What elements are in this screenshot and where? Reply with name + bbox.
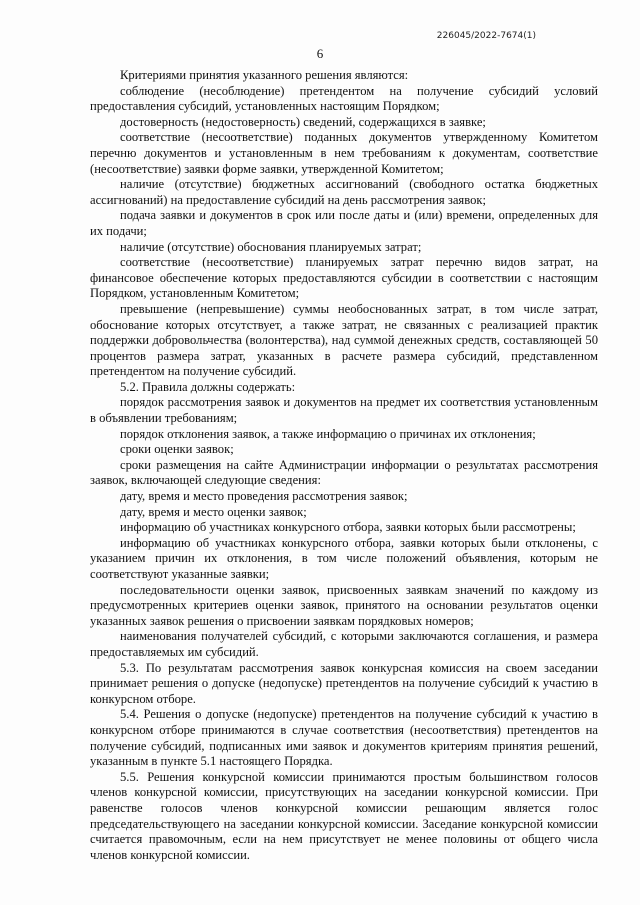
paragraph: информацию об участниках конкурсного отбора, заявки которых были рассмотрены; [120, 520, 576, 535]
paragraph: сроки оценки заявок; [120, 442, 234, 457]
document-id: 226045/2022-7674(1) [436, 31, 536, 41]
paragraph: 5.5. Решения конкурсной комиссии принимаются простым большинством голосов членов конкурсной комиссии, присутствующих на заседании конкурсной комиссии. При равенстве голосов членов конкурсной комиссии решающим является голос председательствующего на заседании конкурсной комиссии. Заседание конкурсной комиссии считается правомочным, если на нем присутствует не менее половины от общего числа членов конкурсной комиссии. [90, 769, 598, 862]
paragraph: дату, время и место оценки заявок; [120, 504, 307, 519]
paragraph: сроки размещения на сайте Администрации информации о результатах рассмотрения заявок, включающей следующие сведения: [90, 457, 598, 488]
paragraph: 5.3. По результатам рассмотрения заявок конкурсная комиссия на своем заседании принимает решения о допуске (недопуске) претендентов на получение субсидий к участию в конкурсном отборе. [90, 660, 598, 706]
paragraph: соблюдение (несоблюдение) претендентом на получение субсидий условий предоставления субсидий, установленных настоящим Порядком; [90, 83, 598, 114]
paragraph: порядок рассмотрения заявок и документов на предмет их соответствия установленным в объявлении требованиям; [90, 395, 598, 426]
paragraph: превышение (непревышение) суммы необоснованных затрат, в том числе затрат, обоснование которых отсутствует, а также затрат, не связанных с реализацией практик поддержки добровольчества (волонтерства), над суммой денежных средств, составляющей 50 процентов размера затрат, указанных в расчете размера субсидий, представленном претендентом на получение субсидий. [90, 301, 598, 379]
paragraph: дату, время и место проведения рассмотрения заявок; [120, 489, 408, 504]
paragraph: Критериями принятия указанного решения являются: [120, 68, 409, 82]
paragraph: достоверность (недостоверность) сведений, содержащихся в заявке; [120, 114, 486, 129]
paragraph: наименования получателей субсидий, с которыми заключаются соглашения, и размера предоставляемых им субсидий. [90, 629, 598, 659]
paragraph: наличие (отсутствие) бюджетных ассигнований (свободного остатка бюджетных ассигнований) на предоставление субсидий на день рассмотрения заявок; [90, 177, 598, 207]
paragraph: наличие (отсутствие) обоснования планируемых затрат; [120, 239, 422, 254]
page-number: 6 [316, 46, 324, 61]
section-heading: 5.2. Правила должны содержать: [120, 379, 296, 394]
paragraph: соответствие (несоответствие) планируемых затрат перечню видов затрат, на финансовое обеспечение которых предоставляются субсидии в соответствии с настоящим Порядком, установленным Комитетом; [90, 255, 598, 301]
document-body [90, 68, 598, 863]
paragraph: информацию об участниках конкурсного отбора, заявки которых были отклонены, с указанием причин их отклонения, в том числе положений объявления, которым не соответствуют указанные заявки; [90, 535, 598, 581]
paragraph: 5.4. Решения о допуске (недопуске) претендентов на получение субсидий к участию в конкурсном отборе принимаются в случае соответствия (несоответствия) претендентов на получение субсидий, подписанных ими заявок и документов критериям принятия решений, указанным в пункте 5.1 настоящего Порядка. [90, 707, 598, 769]
paragraph: последовательности оценки заявок, присвоенных заявкам значений по каждому из предусмотренных критериев оценки заявок, принятого на основании результатов оценки указанных заявок решения о присвоении заявкам порядковых номеров; [90, 582, 598, 628]
paragraph: соответствие (несоответствие) поданных документов утвержденному Комитетом перечню документов и установленным в нем требованиям к документам, соответствие (несоответствие) заявки форме заявки, утвержденной Комитетом; [90, 130, 598, 176]
paragraph: подача заявки и документов в срок или после даты и (или) времени, определенных для их подачи; [90, 208, 598, 238]
paragraph: порядок отклонения заявок, а также информацию о причинах их отклонения; [120, 426, 536, 441]
